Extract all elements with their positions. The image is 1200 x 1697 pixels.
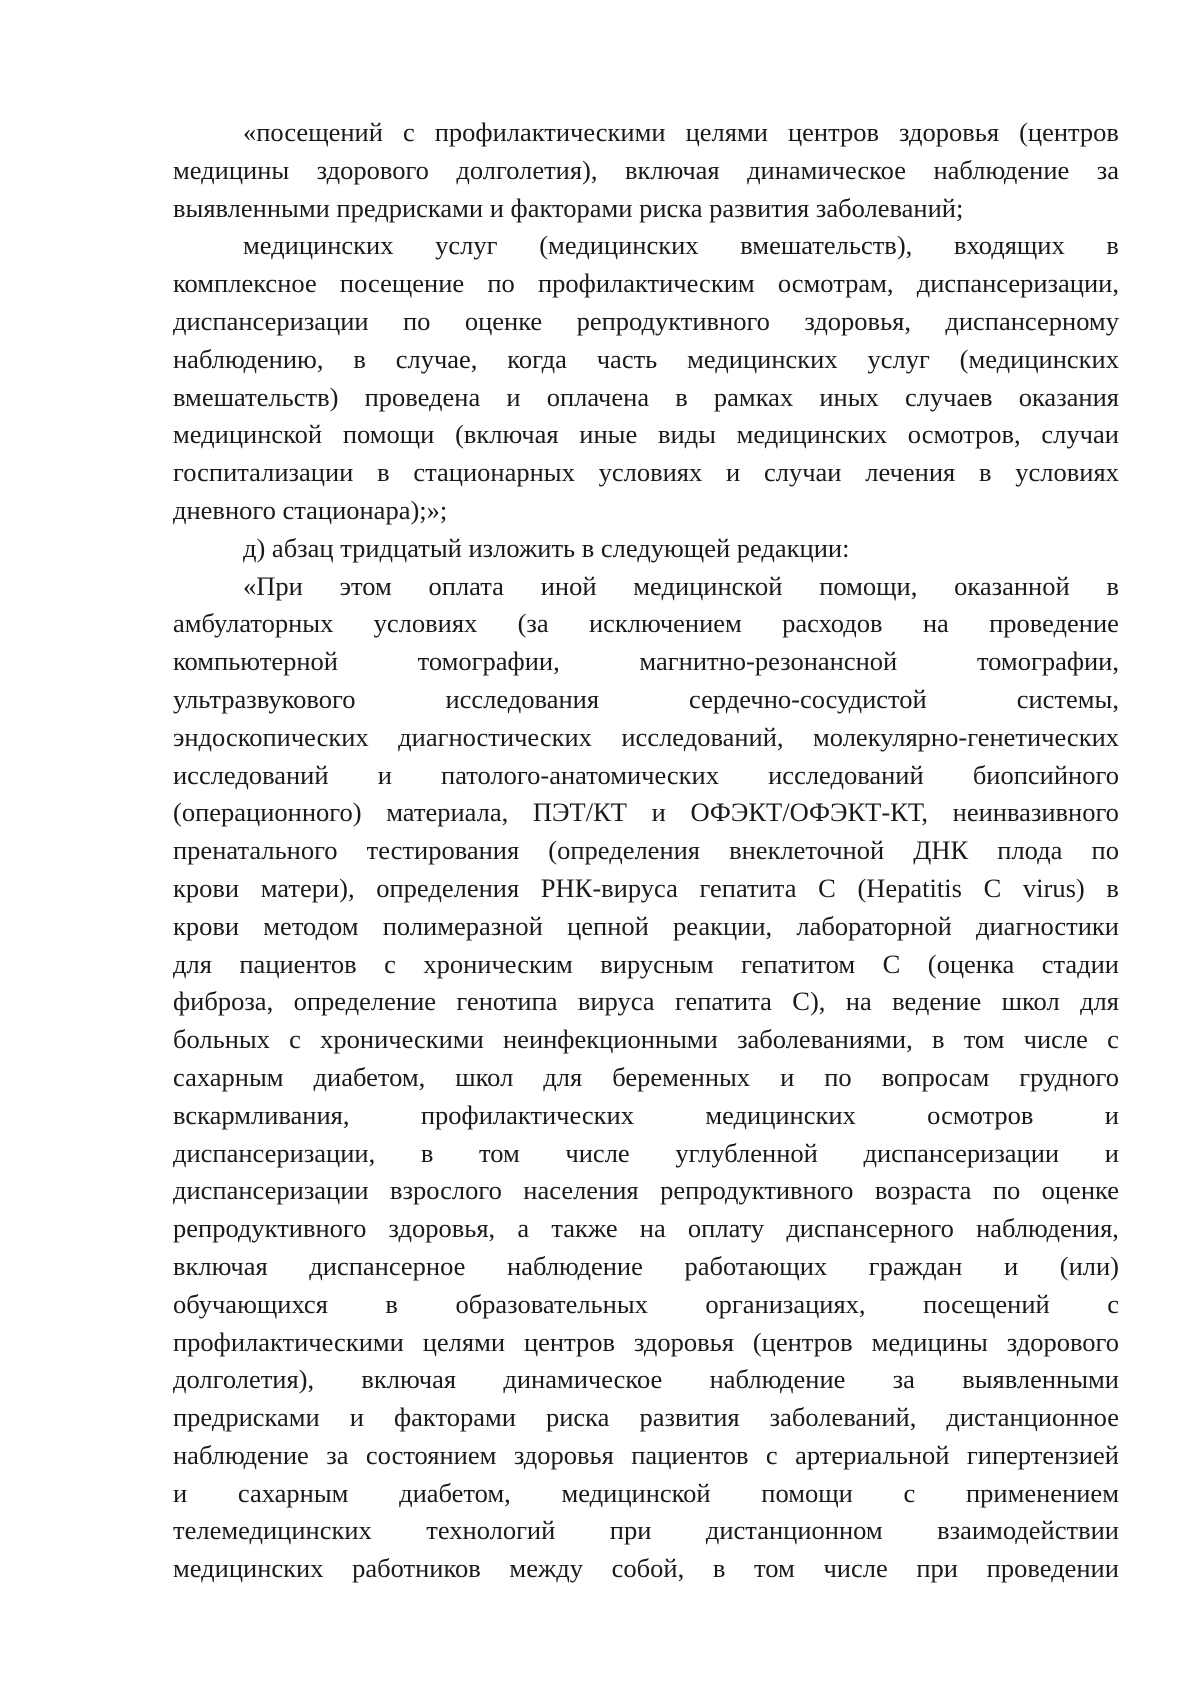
word: медицинских: [736, 419, 888, 450]
word: и: [1104, 1137, 1119, 1168]
word: с: [765, 1439, 778, 1470]
word: школ: [1001, 986, 1060, 1017]
word: исследований,: [621, 721, 784, 752]
word: случаи: [1041, 419, 1119, 450]
word: и: [780, 1061, 795, 1092]
word: медицинской: [173, 419, 323, 450]
word: телемедицинских: [173, 1515, 372, 1546]
word: (включая: [455, 419, 559, 450]
word: тестирования: [366, 835, 520, 866]
word: осмотров: [927, 1099, 1034, 1130]
word: исследований: [768, 759, 924, 790]
word: иных: [819, 381, 879, 412]
text-line: [173, 794, 1119, 832]
word: за: [1096, 154, 1119, 185]
word: определения: [376, 872, 520, 903]
word: крови: [173, 910, 240, 941]
text-line: [173, 1135, 1119, 1173]
word: диабетом,: [399, 1477, 511, 1508]
text-line: [173, 1097, 1119, 1135]
word: с: [402, 117, 415, 147]
word: компьютерной: [173, 646, 338, 677]
word: факторами: [394, 1402, 516, 1433]
word: системы,: [1016, 683, 1119, 714]
word: в: [712, 1553, 726, 1584]
document-body: [173, 114, 1119, 1588]
word: биопсийного: [972, 759, 1119, 790]
word: здоровья: [633, 1326, 734, 1357]
word: условиях: [373, 608, 478, 639]
word: рамках: [713, 381, 794, 412]
word: в: [1106, 570, 1119, 601]
word: стационарных: [413, 457, 575, 488]
word: virus): [1022, 872, 1085, 903]
word: по: [992, 1175, 1021, 1206]
word: проведение: [989, 608, 1119, 639]
word: также: [551, 1213, 618, 1244]
word: и: [506, 381, 521, 412]
word: исключением: [588, 608, 742, 639]
word: динамическое: [503, 1364, 663, 1395]
word: возраста: [874, 1175, 972, 1206]
word: организациях,: [705, 1288, 866, 1319]
word: репродуктивного: [173, 1213, 367, 1244]
word: внеклеточной: [729, 835, 885, 866]
word: для: [173, 948, 212, 979]
word: диспансеризации: [173, 305, 369, 336]
word: стадии: [1041, 948, 1119, 979]
word: с: [1107, 1024, 1119, 1055]
word: определение: [293, 986, 437, 1017]
word: медицинских: [687, 343, 838, 374]
text-line: [173, 1399, 1119, 1437]
word: обучающихся: [173, 1288, 328, 1319]
text-line: [173, 1361, 1119, 1399]
word: числе: [1023, 1024, 1088, 1055]
word: вирусным: [600, 948, 714, 979]
word: оценке: [1041, 1175, 1119, 1206]
text-line: [173, 454, 1119, 492]
text-line: [173, 605, 1119, 643]
word: здорового: [1006, 1326, 1119, 1357]
word: вопросам: [881, 1061, 990, 1092]
word: и: [173, 1477, 188, 1508]
word: профилактическими: [173, 1326, 404, 1357]
word: ведение: [892, 986, 982, 1017]
word: в: [978, 457, 992, 488]
word: углубленной: [675, 1137, 818, 1168]
word: цепной: [567, 910, 649, 941]
word: том: [963, 1024, 1005, 1055]
word: включая: [173, 1250, 268, 1281]
word: диагностики: [975, 910, 1119, 941]
word: по: [487, 268, 515, 299]
text-line: [173, 870, 1119, 908]
word: виды: [657, 419, 716, 450]
word: взрослого: [390, 1175, 502, 1206]
word: ДНК: [913, 835, 969, 866]
text-line: [173, 1172, 1119, 1210]
word: оплачена: [546, 381, 650, 412]
word: заболеваниями,: [737, 1024, 913, 1055]
text-line: [173, 1210, 1119, 1248]
word: оценке: [464, 305, 543, 336]
word: риска: [545, 1402, 610, 1433]
word: расходов: [782, 608, 883, 639]
word: динамическое: [747, 154, 907, 185]
word: центров: [523, 1326, 615, 1357]
word: случаев: [904, 381, 993, 412]
text-line: [173, 908, 1119, 946]
word: с: [1107, 1288, 1119, 1319]
word: реакции,: [673, 910, 773, 941]
word: между: [509, 1553, 583, 1584]
word: медицины: [871, 1326, 988, 1357]
word: целями: [422, 1326, 506, 1357]
word: (медицинских: [539, 230, 699, 261]
word: плода: [997, 835, 1063, 866]
word: профилактическим: [538, 268, 755, 299]
word: проведена: [364, 381, 481, 412]
word: госпитализации: [173, 457, 354, 488]
word: по: [824, 1061, 852, 1092]
word: магнитно-резонансной: [639, 646, 898, 677]
text-line: [173, 1437, 1119, 1475]
word: (операционного): [173, 797, 362, 828]
word: грудного: [1019, 1061, 1119, 1092]
word: вируса: [577, 986, 655, 1017]
word: и: [726, 457, 741, 488]
word: ОФЭКТ/ОФЭКТ-КТ,: [690, 797, 928, 828]
text-line: [173, 757, 1119, 795]
word: долголетия),: [173, 1364, 315, 1395]
text-line: [173, 1021, 1119, 1059]
word: для: [543, 1061, 583, 1092]
word: фиброза,: [173, 986, 274, 1017]
word: артериальной: [795, 1439, 950, 1470]
text-line: [173, 1512, 1119, 1550]
word: комплексное: [173, 268, 317, 299]
text-line: [173, 568, 1119, 606]
word: с: [903, 1477, 916, 1508]
word: патолого-анатомических: [441, 759, 719, 790]
word: оплату: [687, 1213, 765, 1244]
word: томографии,: [417, 646, 560, 677]
word: хроническим: [423, 948, 573, 979]
word: в: [1106, 230, 1119, 261]
word: часть: [596, 343, 658, 374]
word: дистанционное: [946, 1402, 1119, 1433]
word: на: [922, 608, 949, 639]
word: диспансеризации: [863, 1137, 1060, 1168]
word: собой,: [611, 1553, 685, 1584]
word: в: [1106, 872, 1119, 903]
word: и: [349, 1402, 364, 1433]
word: и: [651, 797, 666, 828]
word: генотипа: [456, 986, 558, 1017]
text-line: [173, 1059, 1119, 1097]
word: осмотрам,: [777, 268, 894, 299]
word: диспансеризации: [173, 1175, 369, 1206]
word: наблюдения,: [976, 1213, 1119, 1244]
text-line: [173, 303, 1119, 341]
word: применением: [965, 1477, 1119, 1508]
word: С: [882, 948, 901, 979]
word: числе: [565, 1137, 630, 1168]
word: сердечно-сосудистой: [689, 683, 927, 714]
word: наблюдение: [507, 1250, 643, 1281]
word: методом: [263, 910, 359, 941]
word: состоянием: [365, 1439, 497, 1470]
text-line: [173, 643, 1119, 681]
word: помощи,: [819, 570, 918, 601]
word: матери),: [260, 872, 355, 903]
word: наблюдение: [173, 1439, 309, 1470]
word: осмотров,: [907, 419, 1021, 450]
word: медицинских: [705, 1099, 856, 1130]
text-line: [173, 946, 1119, 984]
word: условиях: [1015, 457, 1119, 488]
word: оказанной: [954, 570, 1070, 601]
word: РНК-вируса: [540, 872, 678, 903]
word: амбулаторных: [173, 608, 334, 639]
word: диспансеризации,: [916, 268, 1119, 299]
word: здоровья: [513, 1439, 614, 1470]
text-line: д) абзац тридцатый изложить в следующей редакции:: [243, 532, 850, 563]
word: томографии,: [976, 646, 1119, 677]
word: с: [384, 948, 396, 979]
word: для: [1080, 986, 1119, 1017]
word: центров: [787, 117, 879, 147]
word: пациентов: [239, 948, 357, 979]
word: помощи: [761, 1477, 853, 1508]
paragraph-p4: [173, 568, 1119, 1589]
word: (центров: [752, 1326, 853, 1357]
word: включая: [361, 1364, 457, 1395]
word: медицины: [173, 154, 290, 185]
word: проведении: [986, 1553, 1119, 1584]
word: за: [326, 1439, 349, 1470]
word: долголетия),: [456, 154, 598, 185]
word: молекулярно-генетических: [813, 721, 1119, 752]
word: а: [517, 1213, 530, 1244]
text-line: [173, 152, 1119, 190]
word: C: [983, 872, 1002, 903]
word: числе: [823, 1553, 888, 1584]
text-line: [173, 416, 1119, 454]
paragraph-p1: [173, 114, 1119, 227]
text-line: [173, 719, 1119, 757]
word: больных: [173, 1024, 270, 1055]
word: посещений: [923, 1288, 1050, 1319]
word: в: [931, 1024, 945, 1055]
word: населения: [523, 1175, 639, 1206]
word: школ: [455, 1061, 514, 1092]
word: вмешательств),: [740, 230, 913, 261]
word: лабораторной: [796, 910, 952, 941]
word: и: [1104, 1099, 1119, 1130]
word: технологий: [426, 1515, 556, 1546]
word: за: [892, 1364, 915, 1395]
word: пренатального: [173, 835, 338, 866]
word: случае,: [395, 343, 478, 374]
word: наблюдению,: [173, 343, 324, 374]
text-line: [173, 832, 1119, 870]
word: беременных: [612, 1061, 751, 1092]
word: здорового: [316, 154, 429, 185]
word: граждан: [868, 1250, 963, 1281]
word: «посещений: [243, 117, 383, 147]
word: здоровья,: [804, 305, 911, 336]
word: диспансерного: [786, 1213, 954, 1244]
paragraph-p2: [173, 227, 1119, 529]
word: медицинской: [633, 570, 783, 601]
word: наблюдение: [709, 1364, 846, 1395]
text-line: [173, 341, 1119, 379]
word: (Hepatitis: [857, 872, 962, 903]
word: условиях: [598, 457, 703, 488]
word: неинвазивного: [952, 797, 1119, 828]
word: лечения: [865, 457, 956, 488]
text-line: [173, 983, 1119, 1021]
word: (центров: [1019, 117, 1119, 147]
word: пациентов: [631, 1439, 749, 1470]
word: оказания: [1018, 381, 1119, 412]
text-line: выявленными предрисками и факторами риска развития заболеваний;: [173, 192, 964, 223]
word: по: [1091, 835, 1119, 866]
word: в: [385, 1288, 398, 1319]
text-line: [173, 1550, 1119, 1588]
word: профилактическими: [434, 117, 666, 147]
word: иные: [579, 419, 638, 450]
word: диагностических: [398, 721, 592, 752]
word: крови: [173, 872, 240, 903]
word: (или): [1059, 1250, 1119, 1281]
word: С),: [792, 986, 826, 1017]
text-line: [173, 1475, 1119, 1513]
word: диспансерному: [945, 305, 1119, 336]
paragraph-p3: [173, 530, 1119, 568]
text-line: [173, 681, 1119, 719]
word: репродуктивного: [576, 305, 770, 336]
word: медицинской: [561, 1477, 711, 1508]
word: сахарным: [237, 1477, 349, 1508]
word: медицинских: [173, 1553, 324, 1584]
word: этом: [339, 570, 392, 601]
word: целями: [685, 117, 768, 147]
word: случаи: [763, 457, 842, 488]
word: эндоскопических: [173, 721, 369, 752]
word: предрисками: [173, 1402, 320, 1433]
word: репродуктивного: [660, 1175, 854, 1206]
word: С: [818, 872, 836, 903]
word: ультразвукового: [173, 683, 356, 714]
text-line: [173, 1286, 1119, 1324]
word: развития: [639, 1402, 740, 1433]
word: выявленными: [962, 1364, 1119, 1395]
word: в: [420, 1137, 434, 1168]
word: здоровья,: [388, 1213, 496, 1244]
word: здоровья: [899, 117, 1000, 147]
word: (определения: [548, 835, 700, 866]
word: работающих: [684, 1250, 828, 1281]
word: (медицинских: [959, 343, 1119, 374]
word: в: [675, 381, 688, 412]
text-line: [173, 227, 1119, 265]
word: профилактических: [420, 1099, 634, 1130]
word: оплата: [428, 570, 504, 601]
word: заболеваний,: [769, 1402, 917, 1433]
word: при: [916, 1553, 958, 1584]
word: медицинских: [243, 230, 394, 261]
word: при: [609, 1515, 652, 1546]
word: дистанционном: [705, 1515, 883, 1546]
word: сахарным: [173, 1061, 284, 1092]
word: исследований: [173, 759, 329, 790]
text-line: [173, 1324, 1119, 1362]
word: (оценка: [927, 948, 1015, 979]
word: посещение: [339, 268, 465, 299]
word: входящих: [953, 230, 1065, 261]
word: помощи: [342, 419, 435, 450]
word: когда: [507, 343, 567, 374]
word: в: [377, 457, 390, 488]
word: неинфекционными: [503, 1024, 718, 1055]
word: на: [845, 986, 872, 1017]
text-line: [173, 265, 1119, 303]
word: работников: [352, 1553, 481, 1584]
word: гепатита: [699, 872, 797, 903]
word: полимеразной: [382, 910, 543, 941]
word: том: [754, 1553, 795, 1584]
word: по: [403, 305, 431, 336]
text-line: [173, 1248, 1119, 1286]
word: включая: [624, 154, 720, 185]
word: вскармливания,: [173, 1099, 350, 1130]
word: исследования: [445, 683, 600, 714]
word: гепатитом: [741, 948, 856, 979]
text-line: [173, 379, 1119, 417]
text-line: [173, 114, 1119, 152]
word: взаимодействии: [937, 1515, 1119, 1546]
word: гепатита: [674, 986, 772, 1017]
word: вмешательств): [173, 381, 339, 412]
word: том: [479, 1137, 520, 1168]
text-line: дневного стационара);»;: [173, 494, 448, 525]
word: наблюдение: [933, 154, 1070, 185]
word: гипертензией: [966, 1439, 1119, 1470]
word: и: [377, 759, 392, 790]
word: образовательных: [455, 1288, 648, 1319]
word: «При: [243, 570, 303, 601]
word: в: [353, 343, 366, 374]
word: услуг: [435, 230, 498, 261]
word: материала,: [386, 797, 509, 828]
word: диабетом,: [313, 1061, 426, 1092]
word: услуг: [867, 343, 930, 374]
word: хроническими: [320, 1024, 484, 1055]
word: диспансерное: [309, 1250, 466, 1281]
word: и: [1003, 1250, 1019, 1281]
word: (за: [517, 608, 549, 639]
word: диспансеризации,: [173, 1137, 376, 1168]
word: ПЭТ/КТ: [532, 797, 627, 828]
word: иной: [540, 570, 597, 601]
word: на: [639, 1213, 666, 1244]
word: с: [289, 1024, 301, 1055]
